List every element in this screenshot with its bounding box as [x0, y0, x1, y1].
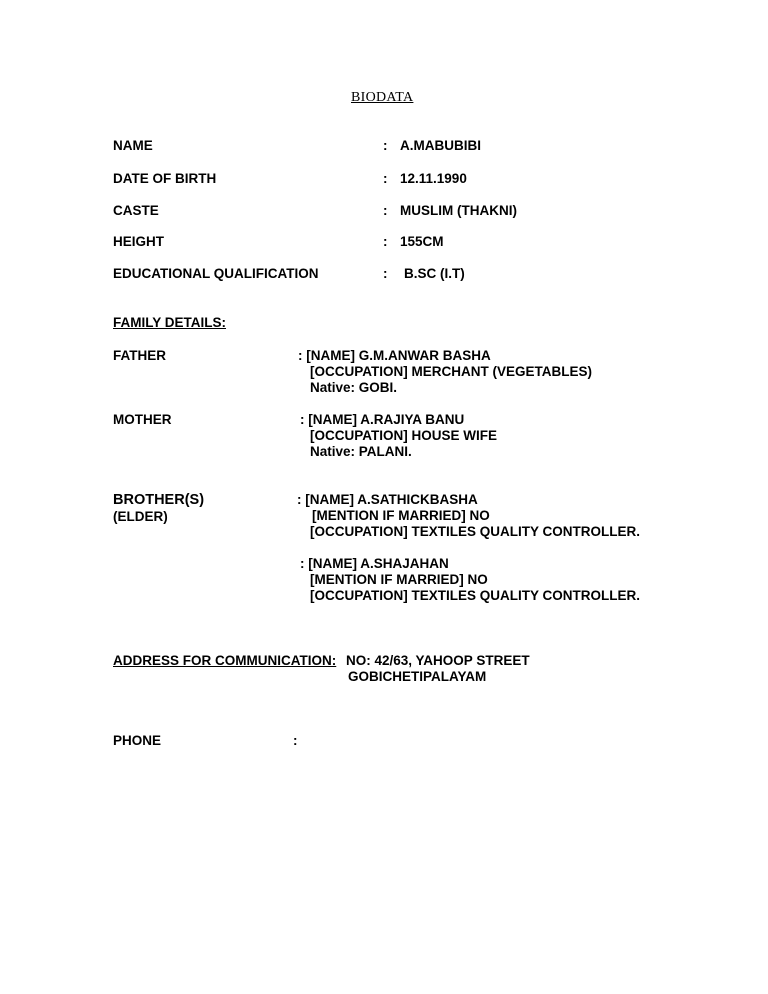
caste-label: CASTE: [113, 203, 159, 218]
height-colon: :: [383, 234, 388, 249]
name-label: NAME: [113, 138, 153, 153]
page-title: BIODATA: [351, 90, 414, 105]
brother1-occupation-line: [OCCUPATION] TEXTILES QUALITY CONTROLLER.: [310, 524, 640, 539]
education-colon: :: [383, 266, 388, 281]
education-label: EDUCATIONAL QUALIFICATION: [113, 266, 319, 281]
mother-occupation-line: [OCCUPATION] HOUSE WIFE: [310, 428, 497, 443]
brother2-name-line: : [NAME] A.SHAJAHAN: [300, 556, 449, 571]
father-occupation-line: [OCCUPATION] MERCHANT (VEGETABLES): [310, 364, 592, 379]
address-label: ADDRESS FOR COMMUNICATION:: [113, 653, 337, 668]
name-colon: :: [383, 138, 388, 153]
name-value: A.MABUBIBI: [400, 138, 481, 153]
brothers-sublabel: (ELDER): [113, 509, 168, 524]
brothers-label: BROTHER(S): [113, 492, 205, 508]
phone-colon: :: [293, 733, 298, 748]
mother-label: MOTHER: [113, 412, 172, 427]
brother1-name-line: : [NAME] A.SATHICKBASHA: [297, 492, 478, 507]
height-value: 155CM: [400, 234, 444, 249]
father-label: FATHER: [113, 348, 166, 363]
education-value: B.SC (I.T): [404, 266, 465, 281]
brother2-occupation-line: [OCCUPATION] TEXTILES QUALITY CONTROLLER.: [310, 588, 640, 603]
father-name-line: : [NAME] G.M.ANWAR BASHA: [298, 348, 491, 363]
mother-name-line: : [NAME] A.RAJIYA BANU: [300, 412, 465, 427]
height-label: HEIGHT: [113, 234, 165, 249]
brother1-married-line: [MENTION IF MARRIED] NO: [312, 508, 490, 523]
dob-label: DATE OF BIRTH: [113, 171, 217, 186]
caste-colon: :: [383, 203, 388, 218]
address-line2: GOBICHETIPALAYAM: [348, 669, 487, 684]
family-details-heading: FAMILY DETAILS:: [113, 315, 227, 330]
address-line1: NO: 42/63, YAHOOP STREET: [346, 653, 530, 668]
phone-label: PHONE: [113, 733, 162, 748]
brother2-married-line: [MENTION IF MARRIED] NO: [310, 572, 488, 587]
mother-native-line: Native: PALANI.: [310, 444, 412, 459]
father-native-line: Native: GOBI.: [310, 380, 398, 395]
caste-value: MUSLIM (THAKNI): [400, 203, 517, 218]
dob-value: 12.11.1990: [400, 171, 467, 186]
dob-colon: :: [383, 171, 388, 186]
